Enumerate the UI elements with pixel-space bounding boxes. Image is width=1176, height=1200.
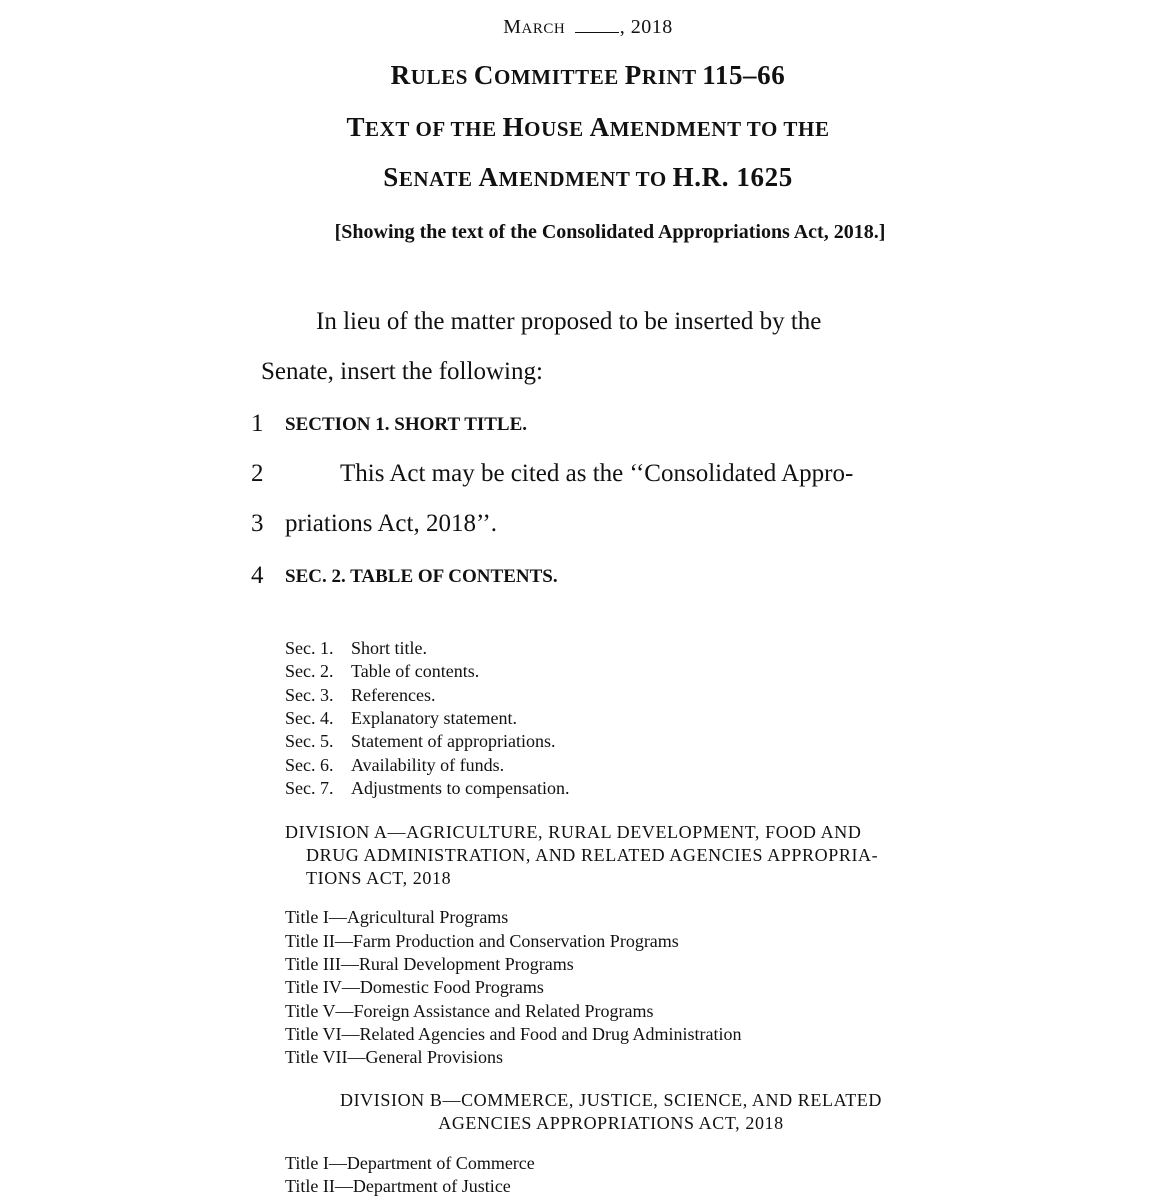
- toc-title-item: Title I—Agricultural Programs: [285, 907, 509, 927]
- toc-title-item: Title VI—Related Agencies and Food and Drug Administration: [285, 1024, 742, 1044]
- division-b-heading: AGENCIES APPROPRIATIONS ACT, 2018: [438, 1113, 784, 1133]
- toc-title-item: Title II—Farm Production and Conservation Programs: [285, 931, 679, 951]
- toc-title-item: Title IV—Domestic Food Programs: [285, 977, 544, 997]
- toc-section-item: Sec. 1. Short title.: [285, 638, 427, 658]
- line-number: 4: [251, 562, 264, 589]
- toc-section-item: Sec. 7. Adjustments to compensation.: [285, 778, 570, 798]
- toc-section-item: Sec. 3. References.: [285, 685, 436, 705]
- toc-section-item: Sec. 5. Statement of appropriations.: [285, 731, 556, 751]
- intro-line-2: Senate, insert the following:: [261, 358, 543, 385]
- body-line: This Act may be cited as the ‘‘Consolidated Appro-: [340, 460, 854, 487]
- toc-title-item: Title VII—General Provisions: [285, 1047, 503, 1067]
- toc-title-item: Title I—Department of Commerce: [285, 1153, 535, 1173]
- division-a-heading: TIONS ACT, 2018: [306, 868, 452, 888]
- line-number: 1: [251, 410, 264, 437]
- line-number: 3: [251, 510, 264, 537]
- date-month-initial: M: [503, 16, 522, 38]
- division-a-heading: DRUG ADMINISTRATION, AND RELATED AGENCIES APPROPRIA-: [306, 845, 879, 865]
- toc-title-item: Title III—Rural Development Programs: [285, 954, 574, 974]
- date-day-blank: [575, 18, 619, 33]
- toc-title-item: Title V—Foreign Assistance and Related Programs: [285, 1001, 654, 1021]
- print-title-line-1: RULES COMMITTEE PRINT 115–66: [390, 60, 786, 90]
- section-heading-table-of-contents: SEC. 2. TABLE OF CONTENTS.: [285, 566, 558, 587]
- toc-section-item: Sec. 2. Table of contents.: [285, 661, 480, 681]
- print-date: [0, 16, 1176, 39]
- intro-line-1: In lieu of the matter proposed to be inserted by the: [316, 308, 822, 335]
- division-b-heading: DIVISION B—COMMERCE, JUSTICE, SCIENCE, AND RELATED: [339, 1090, 882, 1110]
- toc-section-item: Sec. 6. Availability of funds.: [285, 755, 505, 775]
- division-a-heading: DIVISION A—AGRICULTURE, RURAL DEVELOPMENT, FOOD AND: [285, 822, 862, 842]
- date-year: , 2018: [619, 16, 673, 38]
- body-line: priations Act, 2018’’.: [285, 510, 497, 537]
- toc-title-item: Title II—Department of Justice: [285, 1176, 511, 1196]
- section-heading-short-title: SECTION 1. SHORT TITLE.: [285, 414, 528, 435]
- date-month-rest: ARCH: [521, 21, 566, 37]
- line-number: 2: [251, 460, 264, 487]
- toc-section-item: Sec. 4. Explanatory statement.: [285, 708, 517, 728]
- print-title-line-2: TEXT OF THE HOUSE AMENDMENT TO THE: [346, 112, 830, 142]
- showing-note: [Showing the text of the Consolidated Appropriations Act, 2018.]: [334, 221, 886, 243]
- print-title-line-3: SENATE AMENDMENT TO H.R. 1625: [383, 162, 793, 192]
